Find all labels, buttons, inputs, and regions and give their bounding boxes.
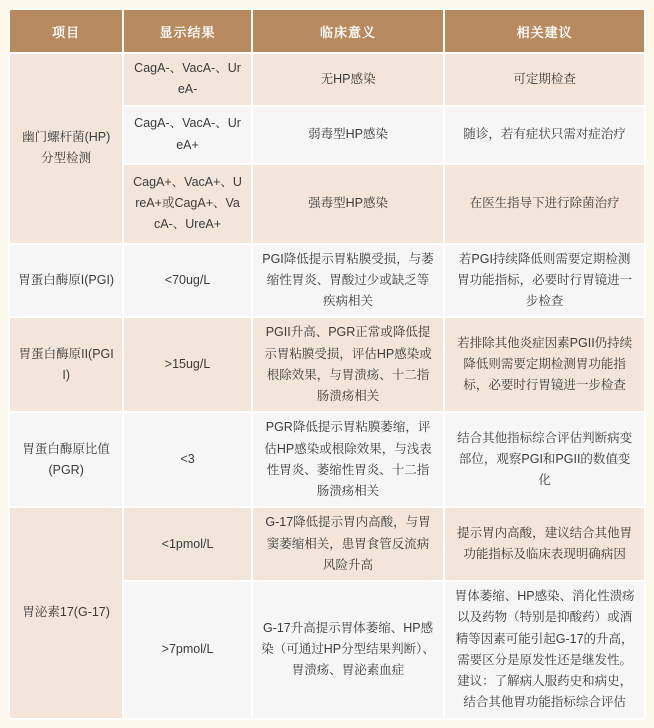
table-row bbox=[10, 245, 644, 317]
significance-cell: 强毒型HP感染 bbox=[253, 165, 444, 243]
result-cell: >7pmol/L bbox=[124, 582, 250, 718]
result-cell: <1pmol/L bbox=[124, 508, 250, 580]
row-label-g17: 胃泌素17(G-17) bbox=[10, 508, 122, 717]
table-row bbox=[10, 54, 644, 105]
significance-cell: 弱毒型HP感染 bbox=[253, 107, 444, 163]
gastric-function-report-table bbox=[8, 8, 646, 720]
table-row bbox=[10, 413, 644, 506]
significance-cell: G-17升高提示胃体萎缩、HP感染（可通过HP分型结果判断）、胃溃疡、胃泌素血症 bbox=[253, 582, 444, 718]
row-label-hp-typing: 幽门螺杆菌(HP)分型检测 bbox=[10, 54, 122, 243]
row-label-pgi: 胃蛋白酶原I(PGI) bbox=[10, 245, 122, 317]
result-cell: <3 bbox=[124, 413, 250, 506]
result-cell: CagA+、VacA+、UreA+或CagA+、VacA-、UreA+ bbox=[124, 165, 250, 243]
advice-cell: 提示胃内高酸，建议结合其他胃功能指标及临床表现明确病因 bbox=[445, 508, 644, 580]
advice-cell: 随诊，若有症状只需对症治疗 bbox=[445, 107, 644, 163]
table-row bbox=[10, 318, 644, 411]
row-label-pgr: 胃蛋白酶原比值(PGR) bbox=[10, 413, 122, 506]
col-header-result: 显示结果 bbox=[124, 10, 250, 52]
header-row bbox=[10, 10, 644, 52]
col-header-advice: 相关建议 bbox=[445, 10, 644, 52]
advice-cell: 若PGI持续降低则需要定期检测胃功能指标，必要时行胃镜进一步检查 bbox=[445, 245, 644, 317]
significance-cell: 无HP感染 bbox=[253, 54, 444, 105]
significance-cell: PGR降低提示胃粘膜萎缩，评估HP感染或根除效果，与浅表性胃炎、萎缩性胃炎、十二指肠溃疡相关 bbox=[253, 413, 444, 506]
significance-cell: PGII升高、PGR正常或降低提示胃粘膜受损，评估HP感染或根除效果，与胃溃疡、十二指肠溃疡相关 bbox=[253, 318, 444, 411]
col-header-significance: 临床意义 bbox=[253, 10, 444, 52]
result-cell: >15ug/L bbox=[124, 318, 250, 411]
advice-cell: 胃体萎缩、HP感染、消化性溃疡以及药物（特别是抑酸药）或酒精等因素可能引起G-17的升高，需要区分是原发性还是继发性。建议：了解病人服药史和病史，结合其他胃功能指标综合评估 bbox=[445, 582, 644, 718]
advice-cell: 在医生指导下进行除菌治疗 bbox=[445, 165, 644, 243]
col-header-item: 项目 bbox=[10, 10, 122, 52]
significance-cell: G-17降低提示胃内高酸，与胃窦萎缩相关，患胃食管反流病风险升高 bbox=[253, 508, 444, 580]
significance-cell: PGI降低提示胃粘膜受损，与萎缩性胃炎、胃酸过少或缺乏等疾病相关 bbox=[253, 245, 444, 317]
result-cell: CagA-、VacA-、UreA+ bbox=[124, 107, 250, 163]
advice-cell: 可定期检查 bbox=[445, 54, 644, 105]
result-cell: CagA-、VacA-、UreA- bbox=[124, 54, 250, 105]
result-cell: <70ug/L bbox=[124, 245, 250, 317]
advice-cell: 若排除其他炎症因素PGII仍持续降低则需要定期检测胃功能指标，必要时行胃镜进一步检查 bbox=[445, 318, 644, 411]
row-label-pgii: 胃蛋白酶原II(PGII) bbox=[10, 318, 122, 411]
table-row bbox=[10, 508, 644, 580]
advice-cell: 结合其他指标综合评估判断病变部位，观察PGI和PGII的数值变化 bbox=[445, 413, 644, 506]
